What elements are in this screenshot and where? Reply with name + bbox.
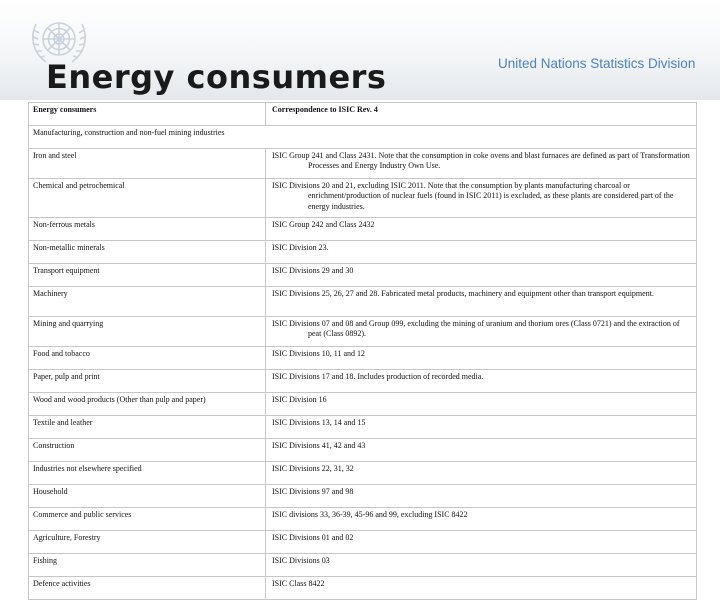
isic-cell: ISIC Divisions 29 and 30 bbox=[272, 266, 354, 275]
consumer-cell: Commerce and public services bbox=[29, 508, 266, 531]
table-row bbox=[29, 393, 697, 416]
isic-cell: ISIC Divisions 22, 31, 32 bbox=[272, 464, 354, 473]
consumer-cell: Agriculture, Forestry bbox=[29, 531, 266, 554]
column-header-isic-correspondence: Correspondence to ISIC Rev. 4 bbox=[266, 103, 697, 126]
isic-cell: ISIC Group 242 and Class 2432 bbox=[272, 220, 375, 229]
consumer-cell: Non-ferrous metals bbox=[29, 218, 266, 241]
consumer-cell: Textile and leather bbox=[29, 416, 266, 439]
table-row bbox=[29, 485, 697, 508]
table-row bbox=[29, 508, 697, 531]
consumer-cell: Industries not elsewhere specified bbox=[29, 462, 266, 485]
table-row bbox=[29, 264, 697, 287]
organization-name: United Nations Statistics Division bbox=[498, 56, 696, 71]
table-row bbox=[29, 462, 697, 485]
isic-cell: ISIC Division 23. bbox=[272, 243, 329, 252]
consumer-cell: Defence activities bbox=[29, 577, 266, 600]
isic-cell: ISIC Divisions 10, 11 and 12 bbox=[272, 349, 366, 358]
page-title: Energy consumers bbox=[46, 58, 387, 96]
table-row bbox=[29, 554, 697, 577]
table-row bbox=[29, 347, 697, 370]
table-row bbox=[29, 218, 697, 241]
table-row bbox=[29, 317, 697, 347]
table-row bbox=[29, 531, 697, 554]
isic-cell: ISIC divisions 33, 36-39, 45-96 and 99, excluding ISIC 8422 bbox=[272, 510, 468, 519]
table-row bbox=[29, 439, 697, 462]
consumer-cell: Machinery bbox=[29, 287, 266, 317]
isic-cell: ISIC Divisions 41, 42 and 43 bbox=[272, 441, 366, 450]
section-row bbox=[29, 126, 697, 149]
consumer-cell: Food and tobacco bbox=[29, 347, 266, 370]
table-row bbox=[29, 416, 697, 439]
table-row bbox=[29, 287, 697, 317]
isic-cell: ISIC Divisions 07 and 08 and Group 099, excluding the mining of uranium and thorium ores (Class 0721) and the extraction of peat (Class 0892). bbox=[272, 319, 680, 339]
consumer-cell: Chemical and petrochemical bbox=[29, 179, 266, 218]
consumer-cell: Fishing bbox=[29, 554, 266, 577]
isic-cell: ISIC Divisions 25, 26, 27 and 28. Fabricated metal products, machinery and equipment other than transport equipment. bbox=[272, 289, 654, 298]
table-row bbox=[29, 370, 697, 393]
isic-cell: ISIC Group 241 and Class 2431. Note that the consumption in coke ovens and blast furnaces are defined as part of Transformation Processes and Energy Industry Own Use. bbox=[272, 151, 690, 171]
isic-cell: ISIC Division 16 bbox=[272, 395, 327, 404]
isic-cell: ISIC Divisions 97 and 98 bbox=[272, 487, 354, 496]
consumer-cell: Transport equipment bbox=[29, 264, 266, 287]
consumer-cell: Mining and quarrying bbox=[29, 317, 266, 347]
table-row bbox=[29, 241, 697, 264]
isic-cell: ISIC Divisions 03 bbox=[272, 556, 330, 565]
consumer-cell: Wood and wood products (Other than pulp and paper) bbox=[29, 393, 266, 416]
consumer-cell: Iron and steel bbox=[29, 149, 266, 179]
column-header-energy-consumers: Energy consumers bbox=[29, 103, 266, 126]
isic-cell: ISIC Divisions 17 and 18. Includes production of recorded media. bbox=[272, 372, 484, 381]
isic-correspondence-table bbox=[28, 102, 697, 600]
isic-cell: ISIC Divisions 20 and 21, excluding ISIC 2011. Note that the consumption by plants manufacturing charcoal or enrichment/production of nuclear fuels (found in ISIC 2011) is excluded, as these plants are considered part of the energy industries. bbox=[272, 181, 674, 211]
table-row bbox=[29, 149, 697, 179]
consumer-cell: Construction bbox=[29, 439, 266, 462]
consumer-cell: Paper, pulp and print bbox=[29, 370, 266, 393]
isic-cell: ISIC Divisions 01 and 02 bbox=[272, 533, 354, 542]
consumer-cell: Household bbox=[29, 485, 266, 508]
table-row bbox=[29, 179, 697, 218]
isic-cell: ISIC Divisions 13, 14 and 15 bbox=[272, 418, 366, 427]
section-label: Manufacturing, construction and non-fuel mining industries bbox=[29, 126, 697, 149]
isic-cell: ISIC Class 8422 bbox=[272, 579, 325, 588]
table-header-row bbox=[29, 103, 697, 126]
table-row bbox=[29, 577, 697, 600]
consumer-cell: Non-metallic minerals bbox=[29, 241, 266, 264]
